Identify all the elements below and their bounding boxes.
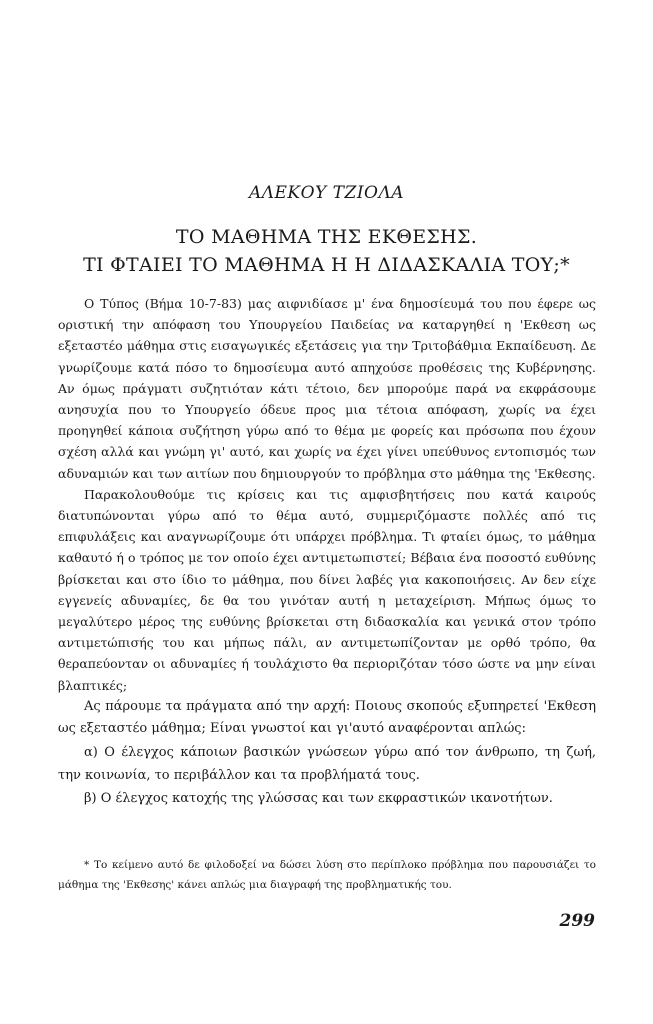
page-number: 299 [559,911,595,931]
author-name: ΑΛΕΚΟΥ ΤΖΙΟΛΑ [248,183,405,203]
list-item-a: α) Ο έλεγχος κάποιων βασικών γνώσεων γύρω από τον άνθρωπο, τη ζωή, την κοινωνία, το περιβάλλον και τα προβλήματά τους. [58,744,596,783]
list-item-b: β) Ο έλεγχος κατοχής της γλώσσας και των εκφραστικών ικανοτήτων. [84,790,553,806]
title-line-2: ΤΙ ΦΤΑΙΕΙ ΤΟ ΜΑΘΗΜΑ Η Η ΔΙΔΑΣΚΑΛΙΑ ΤΟΥ;* [83,254,570,276]
paragraph-1: Ο Τύπος (Βήμα 10-7-83) μας αιφνιδίασε μ' ένα δημοσίευμά του που έφερε ως οριστική την απόφαση του Υπουργείου Παιδείας να καταργηθεί η 'Εκθεση ως εξεταστέο μάθημα στις εισαγωγικές εξετάσεις για την Τριτοβάθμια Εκπαίδευση. Δε γνωρίζουμε κατά πόσο το δημοσίευμα αυτό απηχούσε προθέσεις της Κυβέρνησης. Αν όμως πράγματι συζητιόταν κάτι τέτοιο, δεν μπορούμε παρά να εκφράσουμε ανησυχία που το Υπουργείο όδευε προς μια τέτοια απόφαση, χωρίς να έχει προηγηθεί κάποια συζήτηση γύρω από το θέμα με φορείς και πρόσωπα που έχουν σχέση αλλά και γνώμη γι' αυτό, και χωρίς να έχει γίνει υπεύθυνος εντοπισμός των αδυναμιών και των αιτίων που δημιουργούν το πρόβλημα στο μάθημα της 'Εκθεσης. [58,296,596,481]
paragraph-2: Παρακολουθούμε τις κρίσεις και τις αμφισβητήσεις που κατά καιρούς διατυπώνονται γύρω από το θέμα αυτό, συμμεριζόμαστε πολλές από τις επιφυλάξεις και αναγνωρίζουμε ότι υπάρχει πρόβλημα. Τι φταίει όμως, το μάθημα καθαυτό ή ο τρόπος με τον οποίο έχει αντιμετωπιστεί; Βέβαια ένα ποσοστό ευθύνης βρίσκεται και στο ίδιο το μάθημα, που δίνει λαβές για κακοποιήσεις. Αν δεν είχε εγγενείς αδυναμίες, δε θα του γινόταν αυτή η μεταχείριση. Μήπως όμως το μεγαλύτερο μέρος της ευθύνης βρίσκεται στη διδασκαλία και γενικά στον τρόπο αντιμετώπισής του και μήπως πάλι, αν αντιμετωπίζονταν με ορθό τρόπο, θα θεραπεύονταν οι αδυναμίες ή τουλάχιστο θα περιοριζόταν τόσο ώστε να μην είναι βλαπτικές; [58,486,596,693]
article-title [40,223,613,279]
footnote: * Το κείμενο αυτό δε φιλοδοξεί να δώσει λύση στο περίπλοκο πρόβλημα που παρουσιάζει το μάθημα της 'Εκθεσης' κάνει απλώς μια διαγραφή της προβληματικής του. [58,859,596,891]
title-line-1: ΤΟ ΜΑΘΗΜΑ ΤΗΣ ΕΚΘΕΣΗΣ. [175,226,478,248]
article-body [58,293,596,810]
paragraph-3: Ας πάρουμε τα πράγματα από την αρχή: Ποιους σκοπούς εξυπηρετεί 'Εκθεση ως εξεταστέο μάθημα; Είναι γνωστοί και γι'αυτό αναφέρονται απλώς: [58,698,596,737]
